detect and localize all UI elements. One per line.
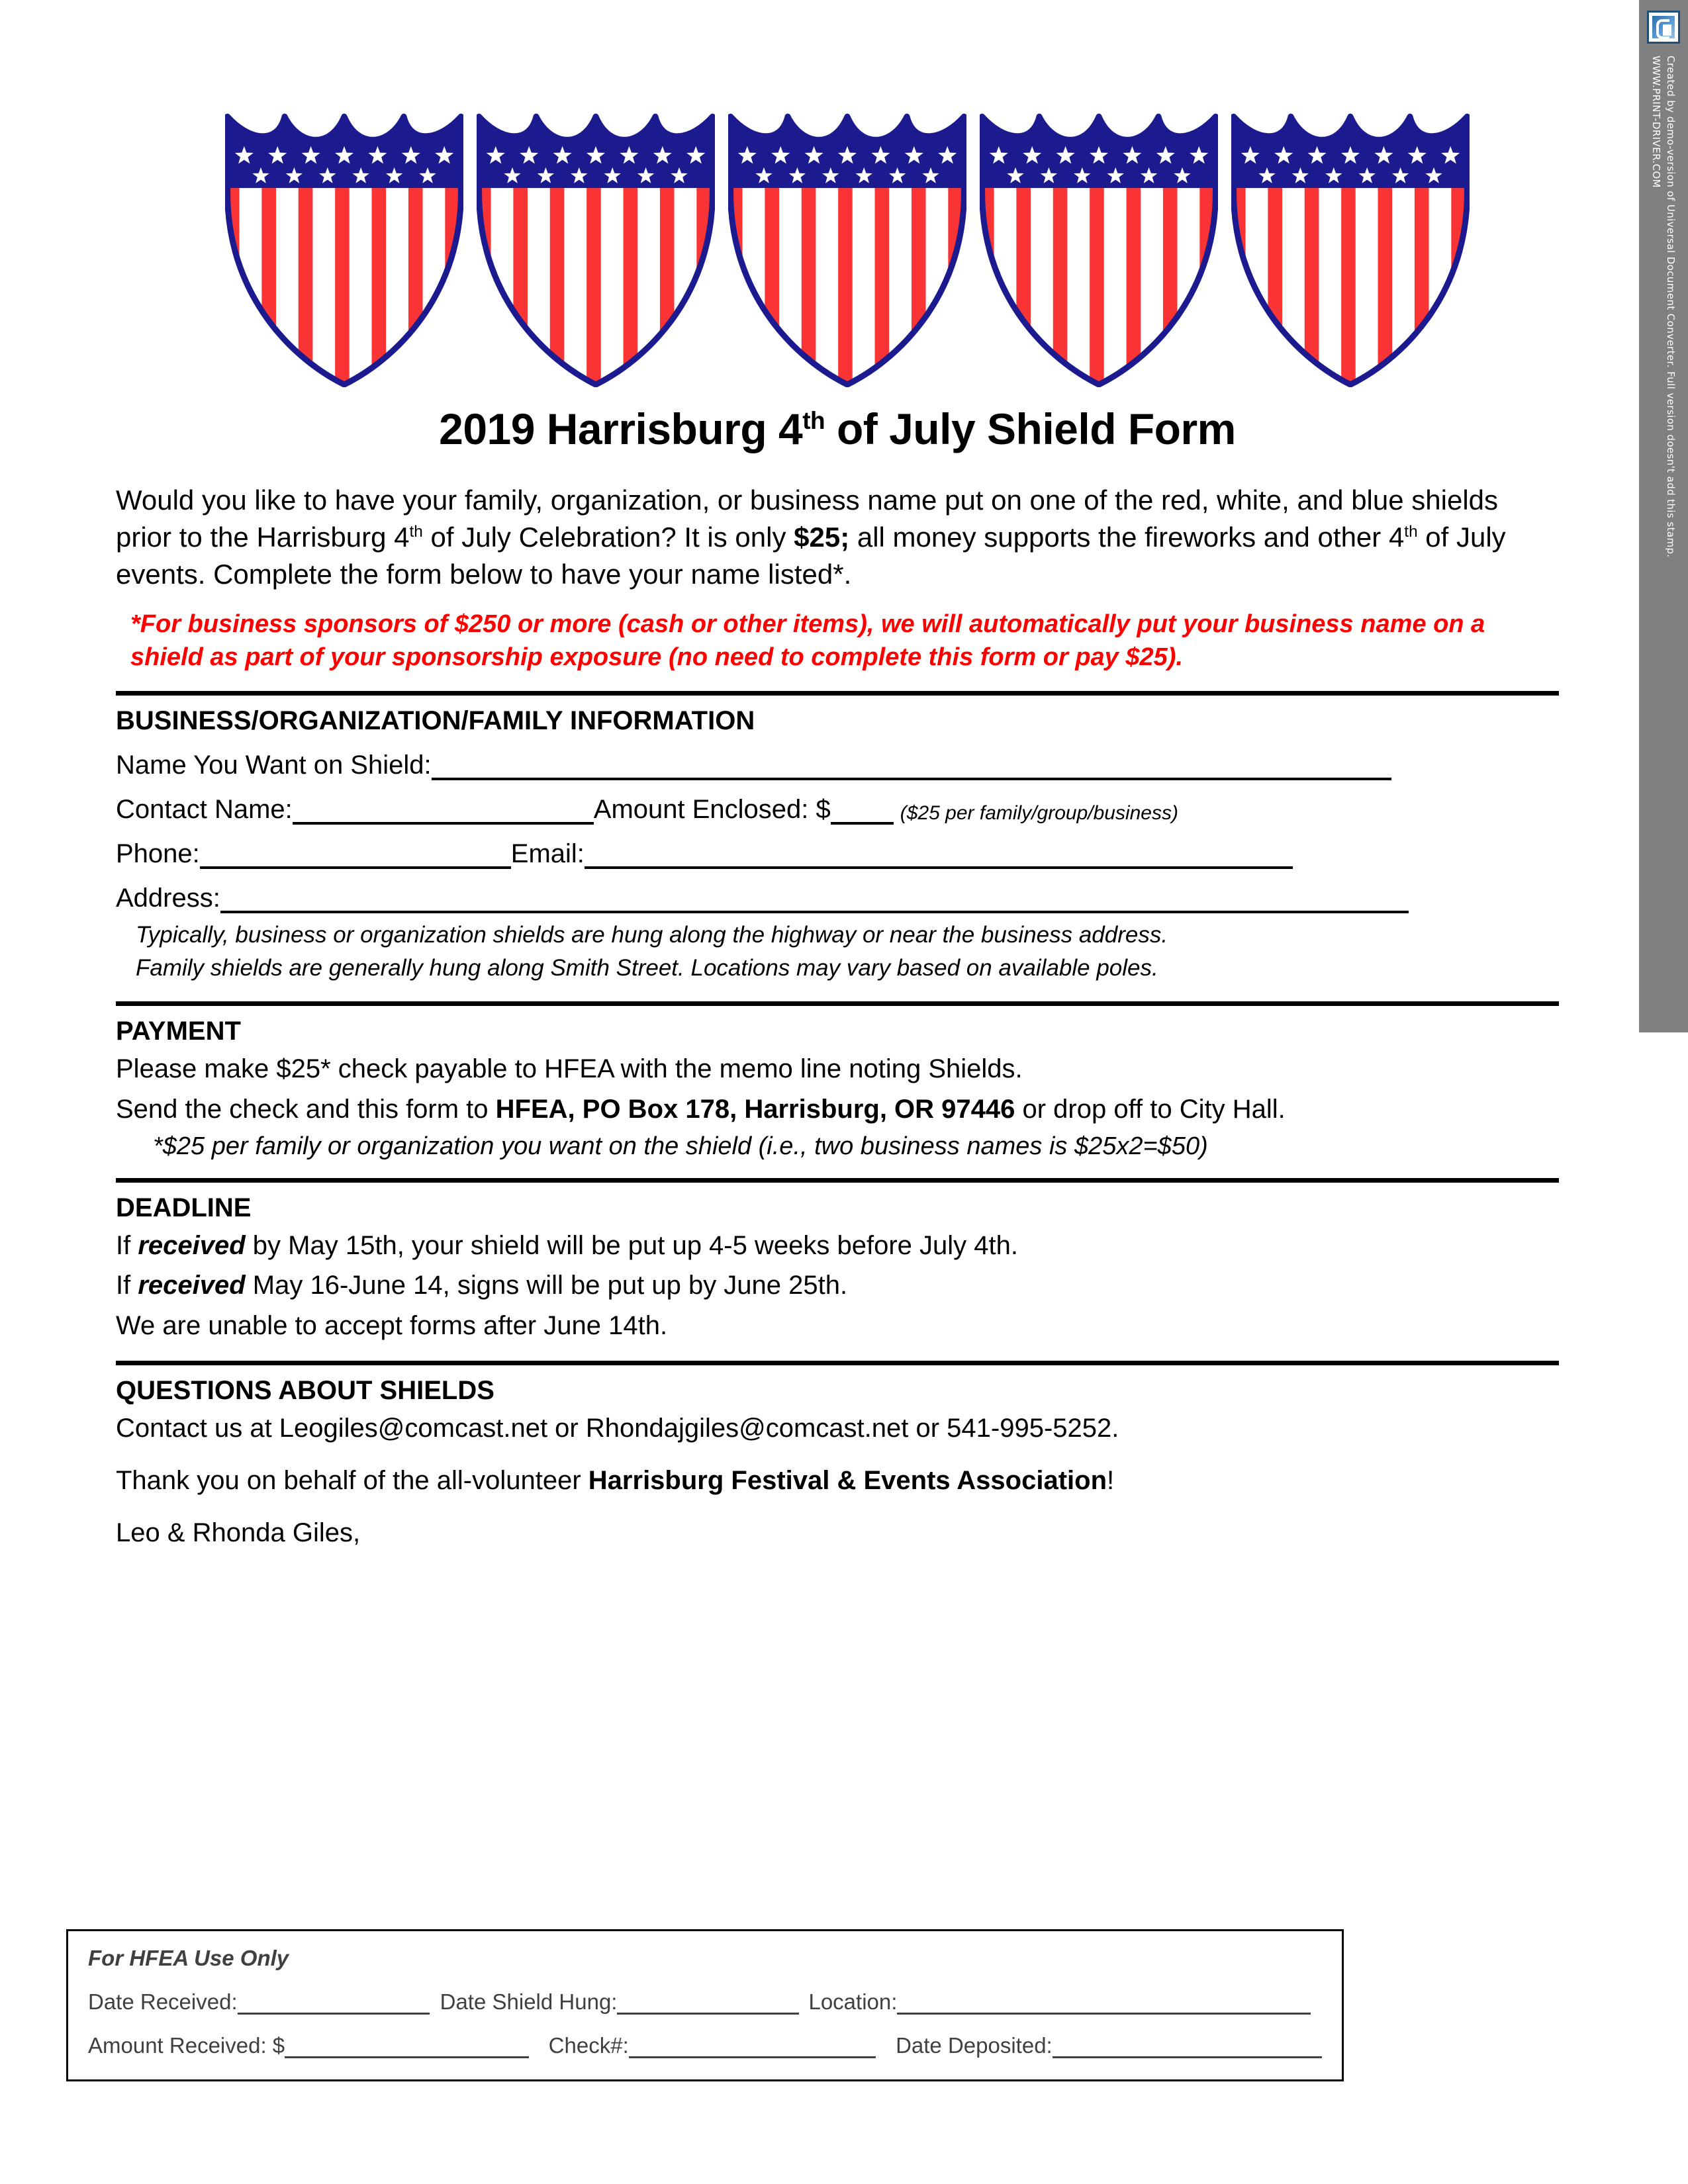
document-body bbox=[116, 0, 1559, 1550]
universal-document-converter-logo-icon bbox=[1647, 11, 1680, 44]
shield-name-input[interactable] bbox=[432, 755, 1391, 780]
demo-watermark-bar bbox=[1639, 0, 1688, 1032]
phone-input[interactable] bbox=[200, 844, 511, 869]
thank-you-post: ! bbox=[1107, 1465, 1115, 1495]
hfea-box-title: For HFEA Use Only bbox=[88, 1946, 289, 1970]
deadline-section-heading: DEADLINE bbox=[116, 1193, 252, 1222]
check-number-input[interactable] bbox=[629, 2038, 876, 2058]
date-shield-hung-label: Date Shield Hung: bbox=[440, 1989, 618, 2014]
payment-line-1: Please make $25* check payable to HFEA with the memo line noting Shields. bbox=[116, 1054, 1023, 1083]
payment-section-heading: PAYMENT bbox=[116, 1016, 241, 1046]
contact-name-input[interactable] bbox=[293, 799, 594, 825]
shield-location-note-line-1: Typically, business or organization shields are hung along the highway or near the business address. bbox=[136, 921, 1168, 948]
phone-label: Phone: bbox=[116, 839, 200, 868]
payment-line-2-pre: Send the check and this form to bbox=[116, 1094, 496, 1124]
section-divider-questions bbox=[116, 1361, 1559, 1365]
business-section-heading: BUSINESS/ORGANIZATION/FAMILY INFORMATION bbox=[116, 705, 755, 735]
deadline-line-1 bbox=[116, 1228, 1559, 1263]
hfea-row-amount bbox=[88, 2033, 1322, 2058]
location-label: Location: bbox=[808, 1989, 898, 2014]
intro-part-3: all money supports the fireworks and other 4 bbox=[849, 521, 1405, 553]
address-label: Address: bbox=[116, 883, 220, 913]
thank-you-line bbox=[116, 1463, 1559, 1498]
section-divider-payment bbox=[116, 1001, 1559, 1006]
email-label: Email: bbox=[510, 839, 585, 868]
signature-line: Leo & Rhonda Giles, bbox=[116, 1518, 361, 1547]
deadline-line-2 bbox=[116, 1268, 1559, 1303]
questions-section-heading: QUESTIONS ABOUT SHIELDS bbox=[116, 1375, 494, 1405]
shield-name-field-row bbox=[116, 751, 1559, 780]
questions-contact-line: Contact us at Leogiles@comcast.net or Rhondajgiles@comcast.net or 541-995-5252. bbox=[116, 1413, 1119, 1443]
intro-part-1: Would you like to have your family, organization, or business name put on one of the red, white, and blue shields prior to the Harrisburg 4 bbox=[116, 484, 1499, 553]
hfea-use-only-box bbox=[66, 1929, 1344, 2081]
date-shield-hung-input[interactable] bbox=[617, 1994, 799, 2015]
address-input[interactable] bbox=[220, 888, 1409, 913]
amount-received-label: Amount Received: $ bbox=[88, 2033, 285, 2058]
intro-paragraph bbox=[116, 482, 1559, 593]
date-received-label: Date Received: bbox=[88, 1989, 238, 2014]
payment-line-3: *$25 per family or organization you want on the shield (i.e., two business names is $25x2=$50) bbox=[153, 1132, 1208, 1160]
amount-enclosed-note: ($25 per family/group/business) bbox=[900, 801, 1178, 824]
hfea-mailing-address: HFEA, PO Box 178, Harrisburg, OR 97446 bbox=[495, 1094, 1015, 1124]
deadline-line-2-post: May 16-June 14, signs will be put up by June 25th. bbox=[245, 1271, 848, 1300]
date-deposited-label: Date Deposited: bbox=[896, 2033, 1053, 2058]
thank-you-pre: Thank you on behalf of the all-volunteer bbox=[116, 1465, 588, 1495]
section-divider-business bbox=[116, 691, 1559, 696]
address-field-row bbox=[116, 884, 1559, 913]
title-part-2: of July Shield Form bbox=[825, 404, 1236, 453]
intro-price: $25; bbox=[794, 521, 850, 553]
check-number-label: Check#: bbox=[548, 2033, 629, 2058]
deadline-received-2: received bbox=[138, 1271, 246, 1300]
shield-name-label: Name You Want on Shield: bbox=[116, 750, 432, 780]
contact-amount-field-row bbox=[116, 795, 1559, 825]
payment-line-2-post: or drop off to City Hall. bbox=[1015, 1094, 1286, 1124]
intro-part-4: of July events. Complete the form below to have your name listed*. bbox=[116, 521, 1506, 590]
amount-received-input[interactable] bbox=[285, 2038, 529, 2058]
title-ordinal: th bbox=[802, 407, 825, 434]
intro-ordinal-2: th bbox=[1404, 522, 1418, 541]
contact-name-label: Contact Name: bbox=[116, 794, 293, 824]
amount-enclosed-input[interactable] bbox=[831, 799, 894, 825]
deadline-line-3: We are unable to accept forms after June 14th. bbox=[116, 1311, 668, 1341]
hfea-row-received bbox=[88, 1989, 1322, 2015]
page-title bbox=[116, 404, 1559, 454]
payment-line-2 bbox=[116, 1092, 1559, 1127]
amount-enclosed-label: Amount Enclosed: $ bbox=[593, 794, 831, 824]
intro-ordinal-1: th bbox=[409, 522, 423, 541]
watermark-line-1: Created by demo-version of Universal Document Converter. Full version doesn't add this stamp. bbox=[1665, 56, 1677, 558]
deadline-received-1: received bbox=[138, 1230, 246, 1260]
sponsor-red-note: *For business sponsors of $250 or more (cash or other items), we will automatically put your business name on a shield as part of your sponsorship exposure (no need to complete this form or pay $25). bbox=[130, 610, 1485, 671]
location-input[interactable] bbox=[897, 1994, 1311, 2015]
shield-location-note-line-2: Family shields are generally hung along Smith Street. Locations may vary based on available poles. bbox=[136, 955, 1158, 981]
association-name: Harrisburg Festival & Events Association bbox=[588, 1465, 1107, 1495]
intro-part-2: of July Celebration? It is only bbox=[422, 521, 794, 553]
deadline-line-1-pre: If bbox=[116, 1230, 138, 1260]
title-part-1: 2019 Harrisburg 4 bbox=[439, 404, 803, 453]
date-received-input[interactable] bbox=[238, 1994, 430, 2015]
watermark-line-2: WWW.PRINT-DRIVER.COM bbox=[1650, 56, 1662, 188]
section-divider-deadline bbox=[116, 1178, 1559, 1183]
deadline-line-2-pre: If bbox=[116, 1271, 138, 1300]
email-input[interactable] bbox=[585, 844, 1293, 869]
deadline-line-1-post: by May 15th, your shield will be put up 4-5 weeks before July 4th. bbox=[245, 1230, 1018, 1260]
date-deposited-input[interactable] bbox=[1053, 2038, 1322, 2058]
phone-email-field-row bbox=[116, 839, 1559, 869]
